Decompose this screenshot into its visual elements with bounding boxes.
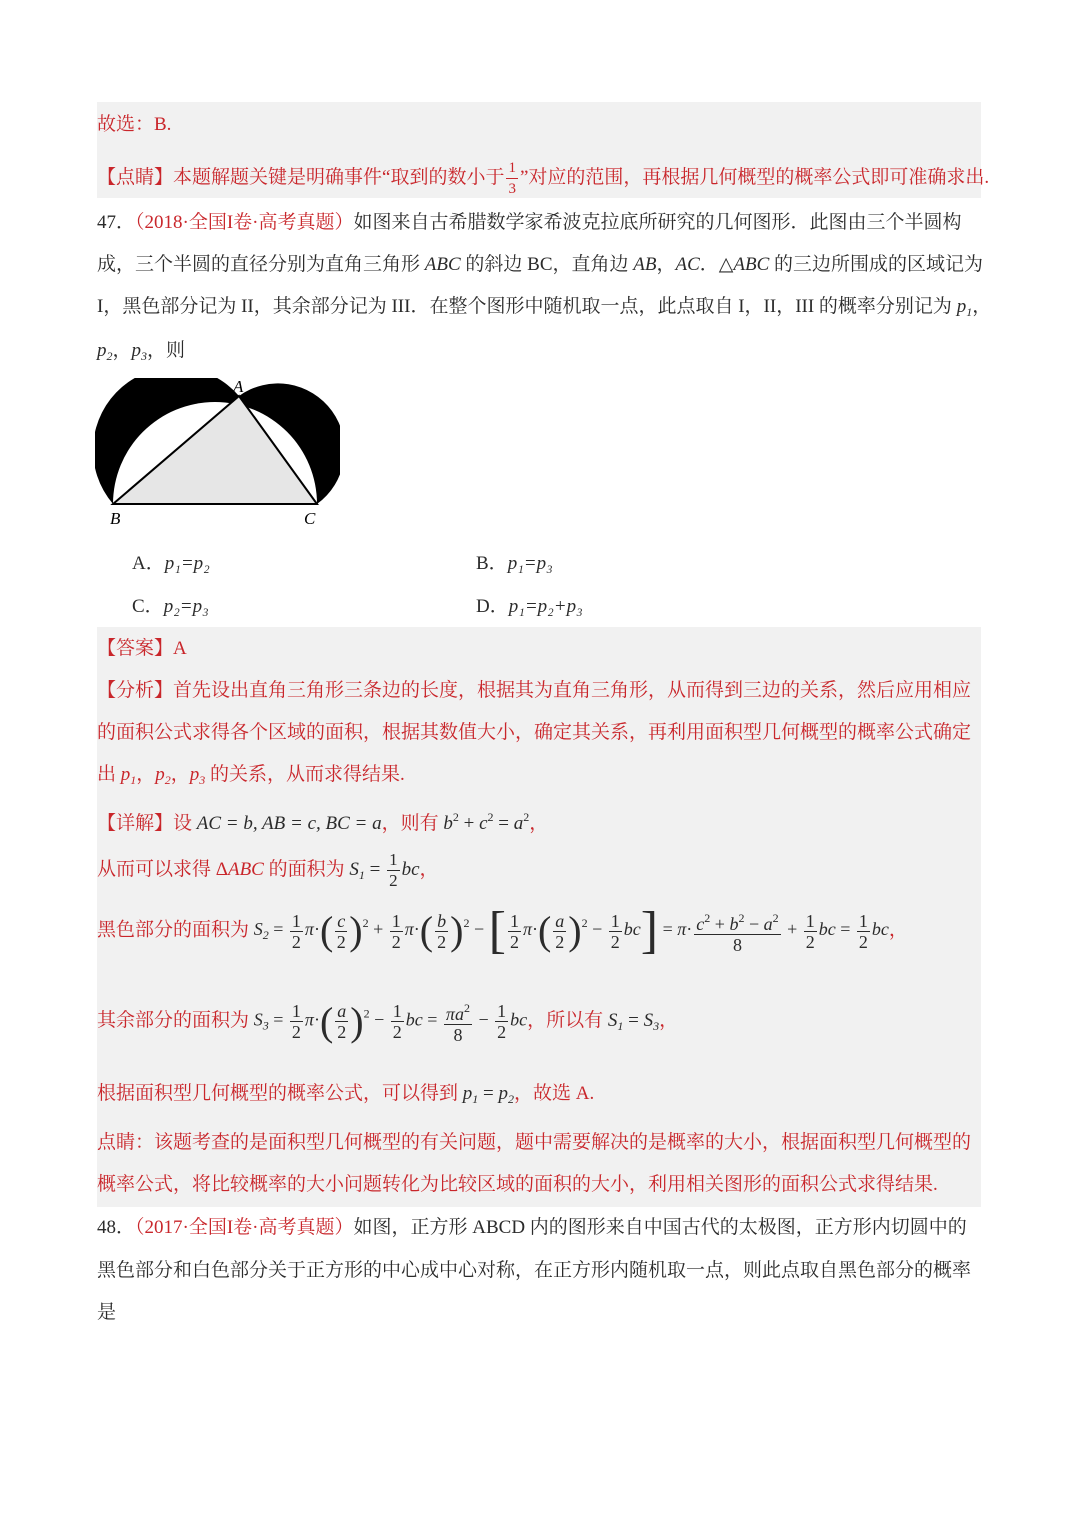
comment-tag: 【点睛】 (97, 166, 174, 188)
comment-line-47-1 (97, 1130, 981, 1156)
pythagorean-equation: $b^2 + c^2 = a^2$ (443, 810, 530, 834)
area-s1-formula: $S_1$ = $\frac{1}{2}$ bc (349, 850, 420, 890)
detail-var: ABC (227, 858, 264, 880)
q47-line-2 (97, 252, 984, 278)
detail-line-2: 从而可以求得 ΔABC 的面积为 $S_1$ = $\frac{1}{2}$ bc， (97, 850, 439, 890)
detail-text: 设 (173, 813, 197, 834)
math-p1: $p_1$ (120, 764, 137, 787)
question-number: 47． (97, 212, 136, 233)
q47-text: 成，三个半圆的直径分别为直角三角形 (97, 254, 425, 275)
detail-text: ，则有 (381, 813, 444, 834)
q47-subscript: 1 (966, 305, 973, 319)
q47-text: ，则 (147, 340, 186, 361)
option-b-label: B． (476, 553, 508, 574)
option-b[interactable] (476, 551, 553, 577)
comment-text-before: 本题解题关键是明确事件“取到的数小于 (173, 166, 505, 188)
analysis-text: 的关系，从而求得结果. (210, 764, 405, 785)
q47-var: ABC (424, 254, 461, 275)
question-source: （2018·全国I卷·高考真题） (135, 212, 354, 233)
s1-equals-s3: $S_1 = S_3$ (607, 1009, 660, 1033)
analysis-text: 首先设出直角三角形三条边的长度，根据其为直角三角形，从而得到三边的关系，然后应用相应 (173, 680, 972, 701)
detail-line-3: 黑色部分的面积为 $S_2$ = $\frac{1}{2}$ π·( $\frac{c}{2}$ )$^2$ + $\frac{1}{2}$ π·( $\frac{b}{2}$ )$^2$ − [ $\frac{1}{2}$ π·( $\frac{a}{2}$ )$^2$ − $\frac{1}{2}$ bc] = π· $\frac{c^2 + b^2 - a^2}{8}$ + $\frac{1}{2}$ bc = $\frac{1}{2}$ bc， (97, 902, 908, 959)
p1-equals-p2: $p_1 = p_2$ (462, 1083, 514, 1106)
q47-subscript: 2 (106, 349, 113, 363)
analysis-text: 的面积公式求得各个区域的面积，根据其数值大小，确定其关系，再利用面积型几何概型的概率公式确定 (97, 722, 972, 743)
analysis-line-3: 出 $p_1$，$p_2$，$p_3$ 的关系，从而求得结果. (97, 764, 405, 787)
option-a-label: A． (132, 553, 165, 574)
detail-text: ， (659, 1009, 679, 1031)
lune-figure-svg (95, 378, 340, 528)
question-text: 如图，正方形 ABCD 内的图形来自中国古代的太极图，正方形内切圆中的 (353, 1217, 967, 1238)
frac-num: 1 (506, 158, 518, 179)
analysis-line-2 (97, 720, 981, 746)
q47-var: AC (675, 254, 700, 275)
detail-text: ，所以有 (527, 1009, 608, 1031)
q47-line-4 (97, 338, 981, 369)
area-s2-formula: $S_2$ = $\frac{1}{2}$ π·( $\frac{c}{2}$ )$^2$ + $\frac{1}{2}$ π·( $\frac{b}{2}$ )$^2$ − [ $\frac{1}{2}$ π·( $\frac{a}{2}$ )$^2$ − $\frac{1}{2}$ bc] = π· $\frac{c^2 + b^2 - a^2}{8}$ + $\frac{1}{2}$ bc = $\frac{1}{2}$ bc (253, 902, 889, 959)
answer-tag: 【答案】 (97, 638, 174, 659)
comment-text-after: ”对应的范围，再根据几何概型的概率公式即可准确求出. (519, 166, 990, 188)
question-text: 是 (97, 1302, 117, 1323)
frac-den: 3 (508, 181, 516, 197)
comment-line-47-2 (97, 1172, 981, 1198)
q47-var: p (131, 340, 142, 361)
q47-line-1 (97, 210, 981, 236)
question-number: 48． (97, 1217, 136, 1238)
q47-var: AB (633, 254, 657, 275)
question-source: （2017·全国I卷·高考真题） (135, 1217, 354, 1238)
answer-line (97, 636, 981, 662)
q47-var: ABC (733, 254, 770, 275)
q48-line-1 (97, 1215, 981, 1241)
option-c[interactable] (132, 594, 209, 620)
math-p2: $p_2$ (155, 764, 171, 787)
option-b-text: p₁=p₃ (507, 553, 553, 574)
question-text: 黑色部分和白色部分关于正方形的中心成中心对称，在正方形内随机取一点，则此点取自黑色部分的概率 (97, 1260, 972, 1281)
option-c-label: C． (132, 596, 164, 617)
q48-line-3 (97, 1300, 981, 1326)
question-text: 如图来自古希腊数学家希波克拉底所研究的几何图形．此图由三个半圆构 (353, 212, 962, 233)
q47-text: 的三边所围成的区域记为 (769, 254, 984, 275)
option-d-text: p₁=p₂+p₃ (508, 596, 583, 617)
option-a-text: p₁=p₂ (164, 553, 210, 574)
label-c: C (304, 509, 316, 528)
math-p3: $p_3$ (189, 764, 206, 787)
detail-text: 从而可以求得 Δ (97, 858, 228, 880)
analysis-text: 出 (97, 764, 121, 785)
q47-var: p (97, 340, 107, 361)
option-d[interactable] (476, 594, 583, 620)
q47-subscript: 3 (141, 349, 148, 363)
detail-text: 黑色部分的面积为 (97, 919, 254, 941)
q47-text: 的斜边 BC，直角边 (460, 254, 634, 275)
detail-text: ，故选 A. (513, 1083, 595, 1104)
label-b: B (110, 509, 121, 528)
q47-text: ， (656, 254, 676, 275)
label-a: A (233, 378, 244, 396)
option-c-text: p₂=p₃ (163, 596, 209, 617)
detail-line-4 (97, 998, 981, 1048)
fraction-one-third (506, 158, 518, 199)
detail-tag: 【详解】 (97, 813, 174, 834)
comment-text: 点睛：该题考查的是面积型几何概型的有关问题，题中需要解决的是概率的大小，根据面积型几何概型的 (97, 1132, 972, 1153)
q47-text: ．△ (699, 254, 734, 275)
detail-equation: AC = b, AB = c, BC = a (196, 813, 382, 834)
detail-text: 其余部分的面积为 (97, 1009, 254, 1031)
q47-text: ， (972, 296, 992, 317)
conclusion-text: 故选：B. (97, 114, 172, 135)
comment-text: 概率公式，将比较概率的大小问题转化为比较区域的面积的大小，利用相关图形的面积公式求得结果. (97, 1174, 938, 1195)
analysis-tag: 【分析】 (97, 680, 174, 701)
q47-line-3 (97, 294, 992, 325)
analysis-line-1 (97, 678, 981, 704)
hippocrates-lune-figure (95, 378, 340, 528)
comment-line-46 (97, 158, 990, 199)
detail-text: 的面积为 (263, 858, 350, 880)
option-a[interactable] (132, 551, 210, 577)
detail-line-1 (97, 804, 981, 837)
answer-value: A (173, 638, 187, 659)
q47-text: ， (112, 340, 132, 361)
q47-text: I，黑色部分记为 II，其余部分记为 III．在整个图形中随机取一点，此点取自 I，II，III 的概率分别记为 (97, 296, 957, 317)
detail-text: ， (529, 813, 549, 834)
option-d-label: D． (476, 596, 509, 617)
detail-text: 根据面积型几何概型的概率公式，可以得到 (97, 1083, 463, 1104)
detail-line-5 (97, 1081, 981, 1112)
q48-line-2 (97, 1258, 981, 1284)
conclusion-line (97, 112, 981, 138)
q47-var: p (956, 296, 967, 317)
area-s3-formula: $S_3$ = $\frac{1}{2}$ π·( $\frac{a}{2}$ )$^2$ − $\frac{1}{2}$ bc = $\frac{\pi a^2}{8}$ − $\frac{1}{2}$ bc (253, 998, 528, 1045)
